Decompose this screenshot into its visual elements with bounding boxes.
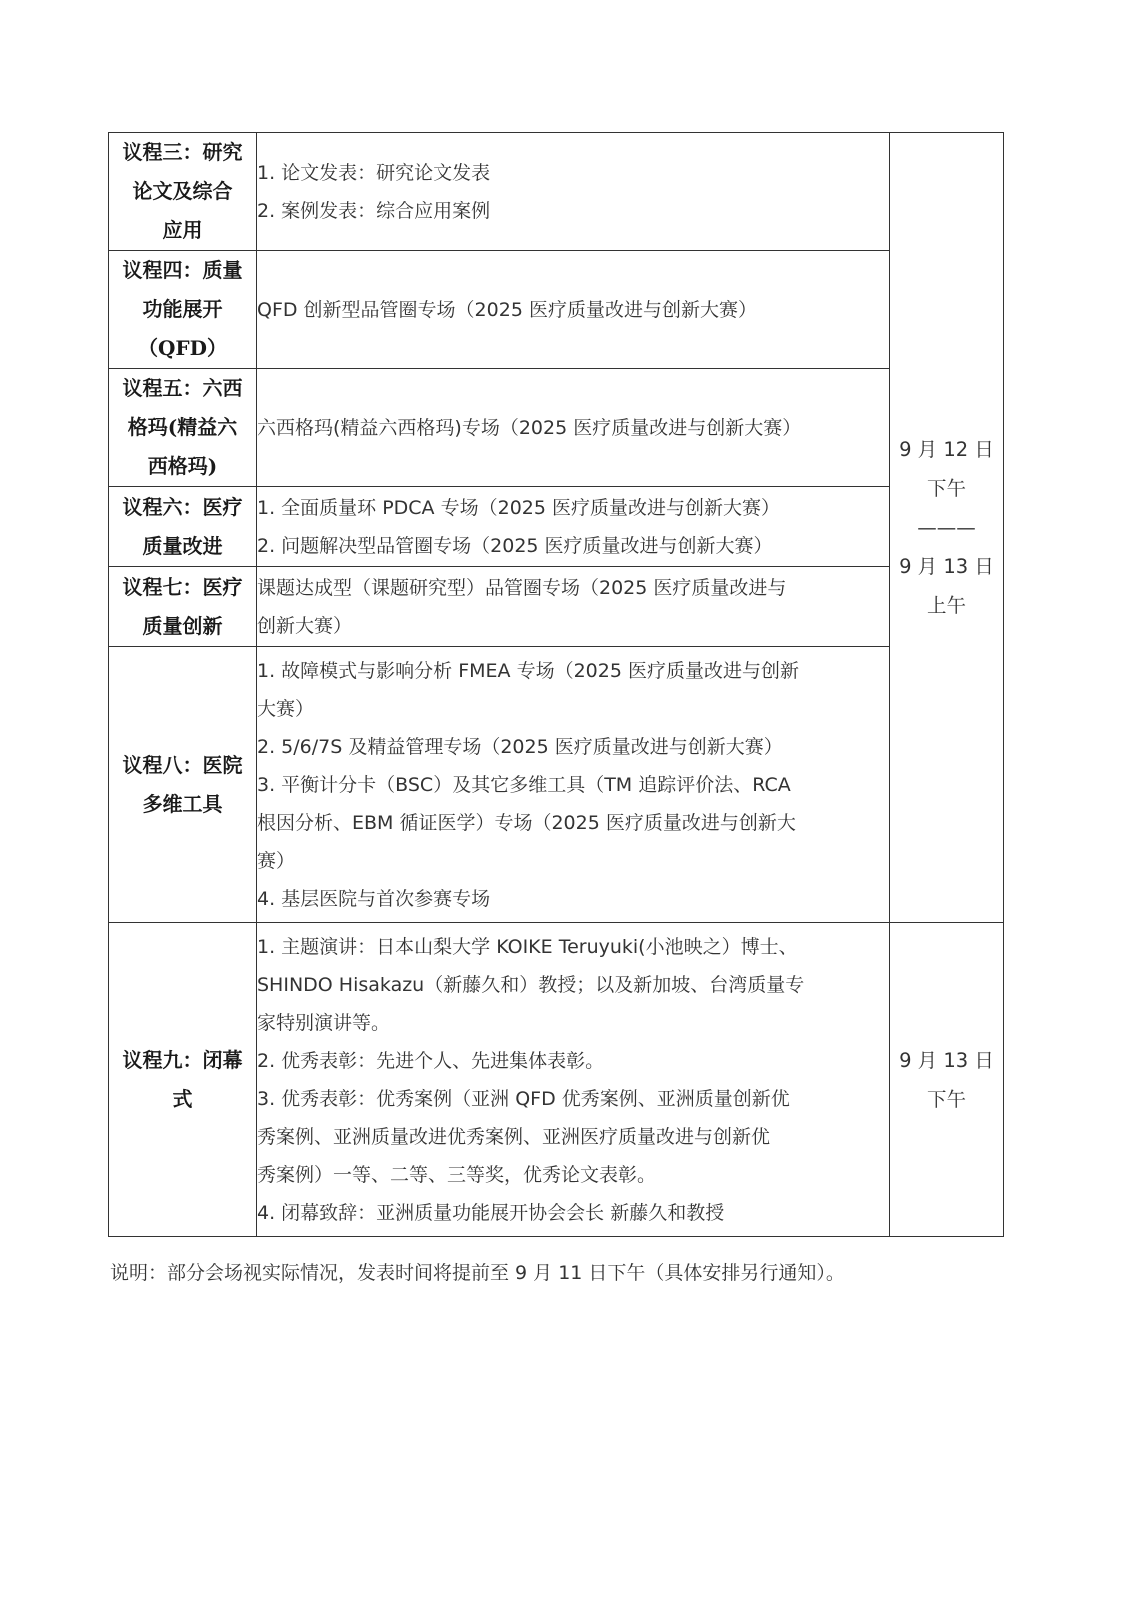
- agenda-content-line: QFD 创新型品管圈专场（2025 医疗质量改进与创新大赛）: [257, 298, 757, 321]
- agenda-content-line: 秀案例）一等、二等、三等奖，优秀论文表彰。: [257, 1163, 657, 1186]
- agenda-time: [890, 923, 1004, 1237]
- agenda-label-line: 议程六：医疗: [122, 494, 243, 519]
- agenda-content-line: 大赛）: [257, 697, 315, 720]
- agenda-content-line: 赛）: [257, 849, 296, 872]
- agenda-label-line: 议程三：研究: [122, 140, 243, 164]
- agenda-content-line: 2. 案例发表：综合应用案例: [257, 199, 491, 222]
- agenda-label-line: 质量改进: [142, 533, 223, 558]
- agenda-label-line: 质量创新: [142, 613, 223, 638]
- agenda-content-line: 秀案例、亚洲质量改进优秀案例、亚洲医疗质量改进与创新优: [257, 1125, 771, 1148]
- agenda-label: [109, 369, 257, 487]
- agenda-label-line: 西格玛): [147, 454, 218, 478]
- agenda-time-line: 上午: [926, 594, 966, 617]
- agenda-label-line: 议程八：医院: [122, 752, 243, 777]
- agenda-content: [257, 251, 890, 369]
- agenda-label: [109, 647, 257, 923]
- agenda-content-line: 3. 优秀表彰：优秀案例（亚洲 QFD 优秀案例、亚洲质量创新优: [257, 1087, 790, 1110]
- agenda-content: [257, 133, 890, 251]
- agenda-content: [257, 923, 890, 1237]
- agenda-label: [109, 133, 257, 251]
- agenda-time-line: 9 月 12 日: [899, 438, 994, 461]
- agenda-content-line: 创新大赛）: [257, 614, 353, 637]
- agenda-time-line: 下午: [926, 1087, 966, 1111]
- agenda-content-line: 1. 主题演讲：日本山梨大学 KOIKE Teruyuki(小池映之）博士、: [257, 935, 798, 958]
- agenda-content-line: 4. 闭幕致辞：亚洲质量功能展开协会会长 新藤久和教授: [257, 1201, 725, 1224]
- agenda-time-line: 下午: [926, 477, 966, 500]
- agenda-label-line: 议程七：医疗: [122, 574, 243, 599]
- agenda-label-line: 应用: [162, 218, 203, 242]
- agenda-time-line: 9 月 13 日: [899, 555, 994, 578]
- agenda-content-line: 课题达成型（课题研究型）品管圈专场（2025 医疗质量改进与: [257, 576, 787, 599]
- agenda-label-line: 多维工具: [142, 791, 223, 816]
- agenda-row: [109, 251, 1004, 369]
- agenda-label-line: 议程九：闭幕: [122, 1047, 243, 1072]
- agenda-label-line: 议程五：六西: [122, 376, 243, 400]
- agenda-content-line: 1. 论文发表：研究论文发表: [257, 161, 491, 184]
- agenda-content: [257, 567, 890, 647]
- agenda-label-line: 论文及综合: [132, 179, 233, 203]
- agenda-label-line: 格玛(精益六: [127, 415, 238, 439]
- agenda-content: [257, 647, 890, 923]
- agenda-label: [109, 487, 257, 567]
- agenda-label-line: 功能展开: [142, 297, 223, 321]
- agenda-content-line: 六西格玛(精益六西格玛)专场（2025 医疗质量改进与创新大赛）: [257, 416, 802, 439]
- agenda-content-line: 2. 问题解决型品管圈专场（2025 医疗质量改进与创新大赛）: [257, 534, 773, 557]
- agenda-row: [109, 133, 1004, 251]
- agenda-time: [890, 133, 1004, 923]
- agenda-label: [109, 251, 257, 369]
- agenda-label: [109, 923, 257, 1237]
- agenda-label: [109, 567, 257, 647]
- agenda-time-line: ———: [917, 516, 976, 539]
- agenda-content-line: 1. 全面质量环 PDCA 专场（2025 医疗质量改进与创新大赛）: [257, 496, 780, 519]
- agenda-content-line: 2. 5/6/7S 及精益管理专场（2025 医疗质量改进与创新大赛）: [257, 735, 783, 758]
- agenda-content-line: 1. 故障模式与影响分析 FMEA 专场（2025 医疗质量改进与创新: [257, 659, 799, 682]
- agenda-row: [109, 487, 1004, 567]
- agenda-label-line: 议程四：质量: [122, 258, 243, 282]
- agenda-content-line: 2. 优秀表彰：先进个人、先进集体表彰。: [257, 1049, 605, 1072]
- agenda-row: [109, 567, 1004, 647]
- agenda-table: [108, 132, 1004, 1237]
- agenda-row: [109, 923, 1004, 1237]
- agenda-time-line: 9 月 13 日: [899, 1048, 994, 1072]
- agenda-label-line: 式: [172, 1086, 193, 1111]
- agenda-row: [109, 647, 1004, 923]
- agenda-content-line: 4. 基层医院与首次参赛专场: [257, 887, 491, 910]
- agenda-row: [109, 369, 1004, 487]
- agenda-content-line: 3. 平衡计分卡（BSC）及其它多维工具（TM 追踪评价法、RCA: [257, 773, 791, 796]
- agenda-label-line: （QFD）: [138, 336, 227, 360]
- footnote: 说明：部分会场视实际情况，发表时间将提前至 9 月 11 日下午（具体安排另行通知）。: [110, 1262, 845, 1284]
- agenda-content-line: 家特别演讲等。: [257, 1011, 391, 1034]
- agenda-content-line: SHINDO Hisakazu（新藤久和）教授；以及新加坡、台湾质量专: [257, 973, 805, 996]
- agenda-content: [257, 369, 890, 487]
- agenda-content: [257, 487, 890, 567]
- agenda-content-line: 根因分析、EBM 循证医学）专场（2025 医疗质量改进与创新大: [257, 811, 796, 834]
